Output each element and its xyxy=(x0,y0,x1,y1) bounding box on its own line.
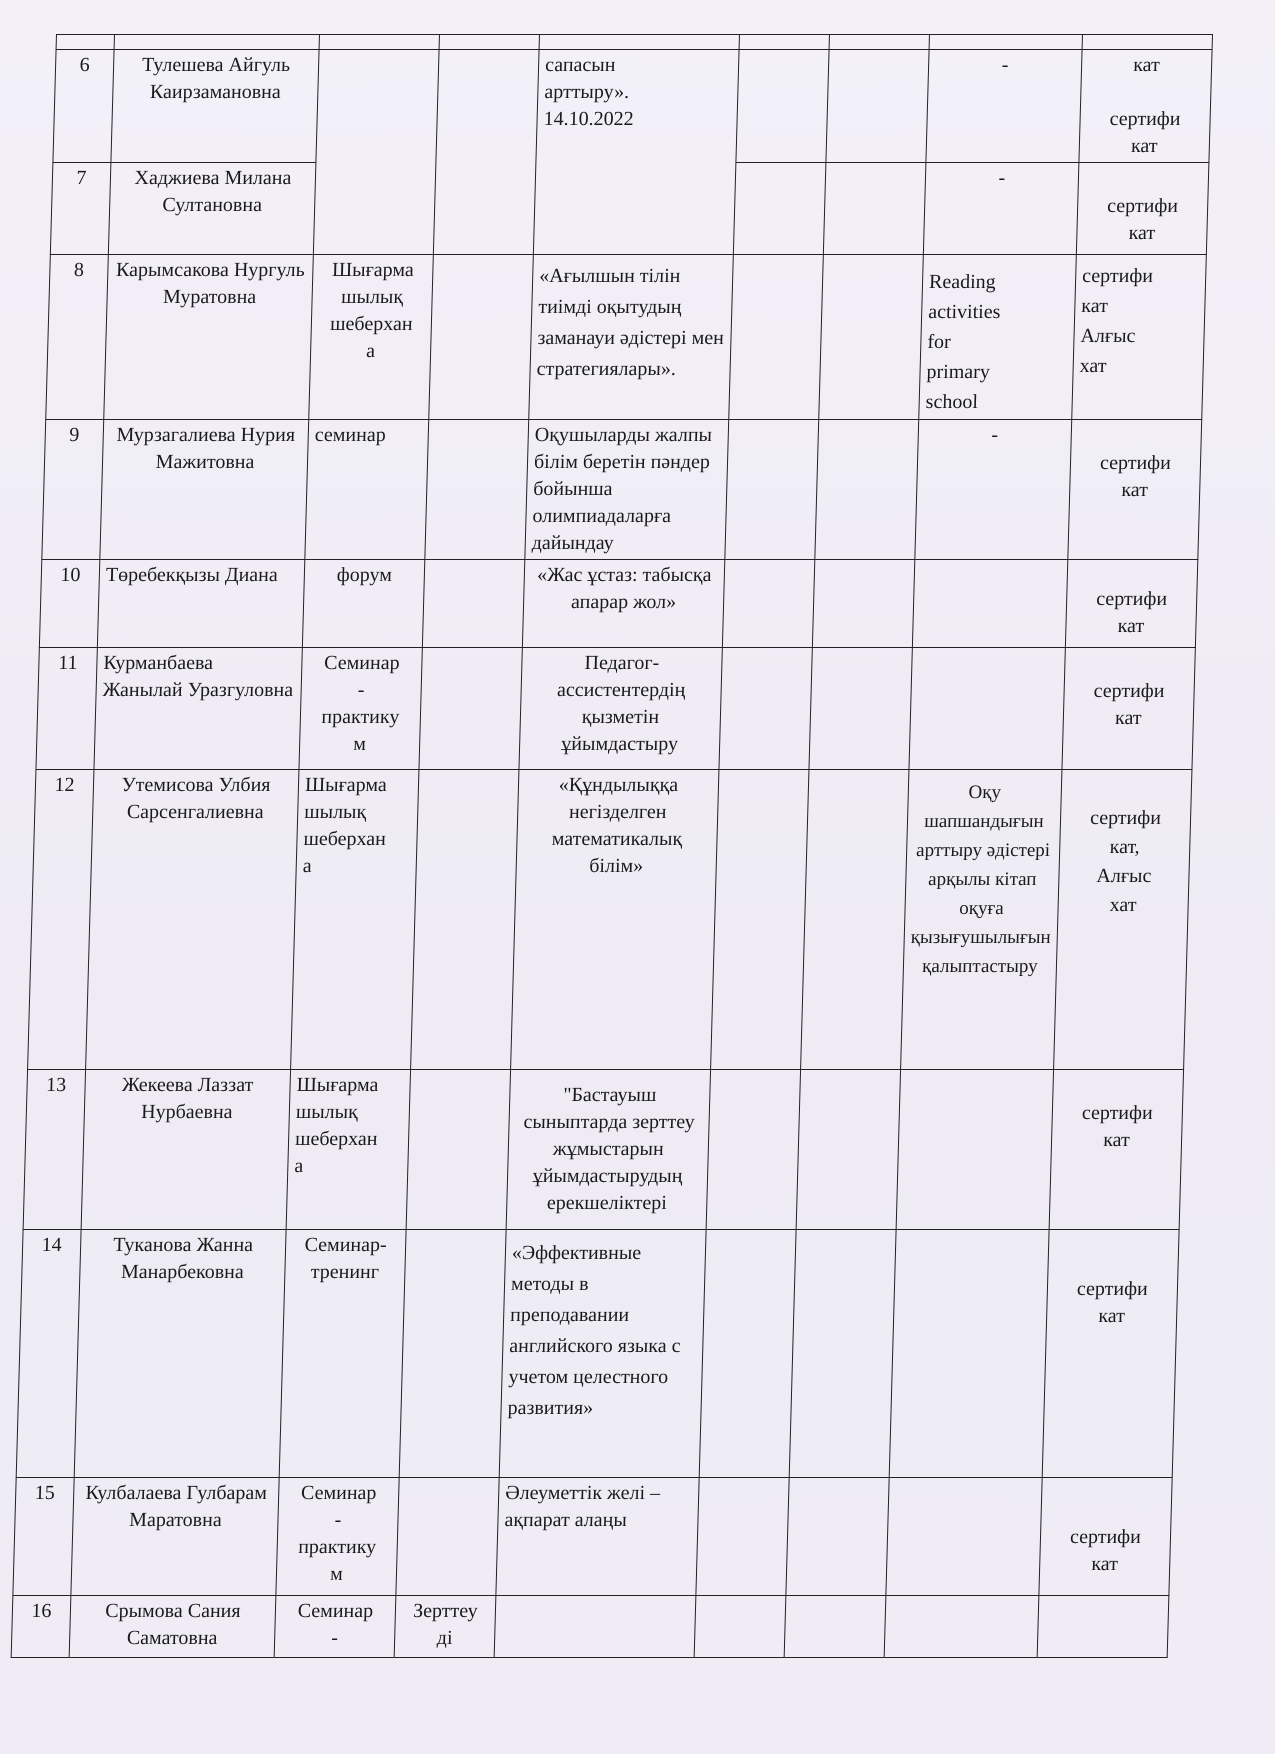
extra-cell: Reading activities for primary school xyxy=(919,255,1077,420)
empty-cell xyxy=(784,1596,886,1658)
empty-cell xyxy=(411,770,519,1070)
teacher-name: Туканова Жанна Манарбековна xyxy=(74,1230,286,1478)
extra-cell: Оқу шапшандығын арттыру әдістері арқылы кітап оқуға қызығушылығын қалыптастыру xyxy=(901,770,1062,1070)
event-format: Шығарма шылық шеберхан а xyxy=(291,770,419,1070)
event-format: Шығарма шылық шеберхан а xyxy=(309,255,434,420)
empty-cell xyxy=(815,420,919,560)
header-cell xyxy=(1082,35,1212,50)
table-row xyxy=(53,50,1212,163)
table-header-row xyxy=(56,35,1212,50)
empty-cell xyxy=(819,255,924,420)
empty-cell xyxy=(396,1478,499,1596)
teacher-name: Кулбалаева Гулбарам Маратовна xyxy=(71,1478,279,1596)
extra-cell: - xyxy=(926,50,1082,163)
event-format xyxy=(313,50,439,255)
event-topic: «Құндылыққа негізделген математикалық білім» xyxy=(511,770,719,1070)
header-cell xyxy=(539,35,739,50)
empty-cell xyxy=(719,648,812,770)
certificate-top: кат xyxy=(1132,54,1161,76)
empty-cell xyxy=(812,560,914,648)
empty-cell xyxy=(696,1478,789,1596)
empty-cell xyxy=(729,255,824,420)
header-cell xyxy=(56,35,114,50)
row-number: 16 xyxy=(11,1596,71,1658)
table-row xyxy=(28,770,1192,1070)
empty-cell xyxy=(733,163,826,255)
event-format: форум xyxy=(302,560,424,648)
row-number: 14 xyxy=(16,1230,81,1478)
empty-cell xyxy=(786,1478,889,1596)
event-topic: «Жас ұстаз: табысқа апарар жол» xyxy=(522,560,724,648)
certificate-cell: сертифи кат, Алғыс хат xyxy=(1054,770,1192,1070)
empty-cell xyxy=(429,255,534,420)
extra-cell xyxy=(909,648,1065,770)
empty-cell xyxy=(722,560,814,648)
table-row xyxy=(13,1478,1172,1596)
row-number: 13 xyxy=(23,1070,85,1230)
empty-cell xyxy=(796,1070,900,1230)
certificate-cell: сертифи кат xyxy=(1062,648,1195,770)
event-topic: Әлеуметтік желі –ақпарат алаңы xyxy=(496,1478,699,1596)
header-cell xyxy=(114,35,319,50)
teachers-events-table xyxy=(11,34,1213,1658)
empty-cell xyxy=(711,770,809,1070)
teacher-name: Төребекқызы Диана xyxy=(97,560,304,648)
table-row xyxy=(36,648,1195,770)
empty-cell xyxy=(826,50,929,163)
certificate-cell: сертифи кат xyxy=(1068,420,1202,560)
row-number: 8 xyxy=(46,255,109,420)
event-topic: «Ағылшын тілін тиімді оқытудың заманауи әдістері мен стратегиялары». xyxy=(529,255,734,420)
event-topic: «Эффективные методы в преподавании английского языка с учетом целестного развития» xyxy=(499,1230,706,1478)
teacher-name: Мурзагалиева Нурия Мажитовна xyxy=(100,420,309,560)
certificate-cell: сертифи кат xyxy=(1065,560,1197,648)
event-format: семинар xyxy=(305,420,429,560)
row-number: 6 xyxy=(53,50,114,163)
col4-cell xyxy=(433,50,539,255)
certificate-text: сертифи кат xyxy=(1109,108,1181,157)
event-topic: Педагог-ассистентердің қызметін ұйымдастыру xyxy=(519,648,722,770)
table-row xyxy=(11,1596,1169,1658)
row-number: 7 xyxy=(50,163,111,255)
table-row xyxy=(16,1230,1179,1478)
empty-cell xyxy=(725,420,819,560)
header-cell xyxy=(829,35,929,50)
event-format: Семинар - xyxy=(274,1596,396,1658)
empty-cell xyxy=(801,770,909,1070)
teacher-name: Утемисова Улбия Сарсенгалиевна xyxy=(86,770,299,1070)
extra-cell xyxy=(912,560,1067,648)
table-row xyxy=(23,1070,1183,1230)
extra-cell: - xyxy=(915,420,1072,560)
teacher-name: Тулешева Айгуль Каирзамановна xyxy=(111,50,319,163)
header-cell xyxy=(929,35,1082,50)
event-format: Семинар- тренинг xyxy=(279,1230,406,1478)
event-topic xyxy=(494,1596,696,1658)
teacher-name: Курманбаева Жанылай Уразгуловна xyxy=(94,648,302,770)
extra-cell xyxy=(889,1230,1049,1478)
certificate-cell: сертифи кат Алғыс хат xyxy=(1072,255,1207,420)
header-cell xyxy=(439,35,539,50)
event-topic: Оқушыларды жалпы білім беретін пәндер бойынша олимпиадаларға дайындау xyxy=(525,420,729,560)
event-format: Семинар - практику м xyxy=(276,1478,399,1596)
certificate-cell xyxy=(1079,50,1212,163)
empty-cell xyxy=(706,1070,800,1230)
col4-cell: Зерттеу ді xyxy=(394,1596,496,1658)
certificate-cell: сертифи кат xyxy=(1042,1230,1179,1478)
empty-cell xyxy=(699,1230,796,1478)
teacher-name: Хаджиева Милана Султановна xyxy=(108,163,316,255)
empty-cell xyxy=(736,50,829,163)
row-number: 15 xyxy=(13,1478,74,1596)
row-number: 11 xyxy=(36,648,97,770)
event-format: Семинар - практику м xyxy=(299,648,422,770)
row-number: 12 xyxy=(28,770,94,1070)
extra-cell: - xyxy=(923,163,1079,255)
teacher-name: Карымсакова Нургуль Муратовна xyxy=(104,255,314,420)
certificate-cell: сертифи кат xyxy=(1076,163,1209,255)
event-format: Шығарма шылық шеберхан а xyxy=(286,1070,410,1230)
table-row xyxy=(46,255,1207,420)
row-number: 10 xyxy=(39,560,99,648)
header-cell xyxy=(739,35,829,50)
empty-cell xyxy=(425,420,529,560)
extra-cell xyxy=(896,1070,1053,1230)
event-topic: сапасын арттыру». 14.10.2022 xyxy=(533,50,739,255)
teacher-name: Жекеева Лаззат Нурбаевна xyxy=(81,1070,290,1230)
certificate-cell: сертифи кат xyxy=(1049,1070,1183,1230)
empty-cell xyxy=(823,163,926,255)
certificate-cell xyxy=(1037,1596,1169,1658)
teacher-name: Срымова Сания Саматовна xyxy=(69,1596,276,1658)
row-number: 9 xyxy=(42,420,104,560)
empty-cell xyxy=(422,560,524,648)
certificate-cell: сертифи кат xyxy=(1039,1478,1172,1596)
header-cell xyxy=(319,35,439,50)
empty-cell xyxy=(789,1230,896,1478)
extra-cell xyxy=(884,1596,1039,1658)
event-topic: "Бастауыш сыныптарда зерттеу жұмыстарын ұйымдастырудың ерекшеліктері xyxy=(506,1070,710,1230)
empty-cell xyxy=(406,1070,510,1230)
table-row xyxy=(39,560,1197,648)
empty-cell xyxy=(809,648,912,770)
extra-cell xyxy=(886,1478,1042,1596)
empty-cell xyxy=(694,1596,786,1658)
empty-cell xyxy=(419,648,522,770)
table-row xyxy=(42,420,1202,560)
empty-cell xyxy=(399,1230,506,1478)
